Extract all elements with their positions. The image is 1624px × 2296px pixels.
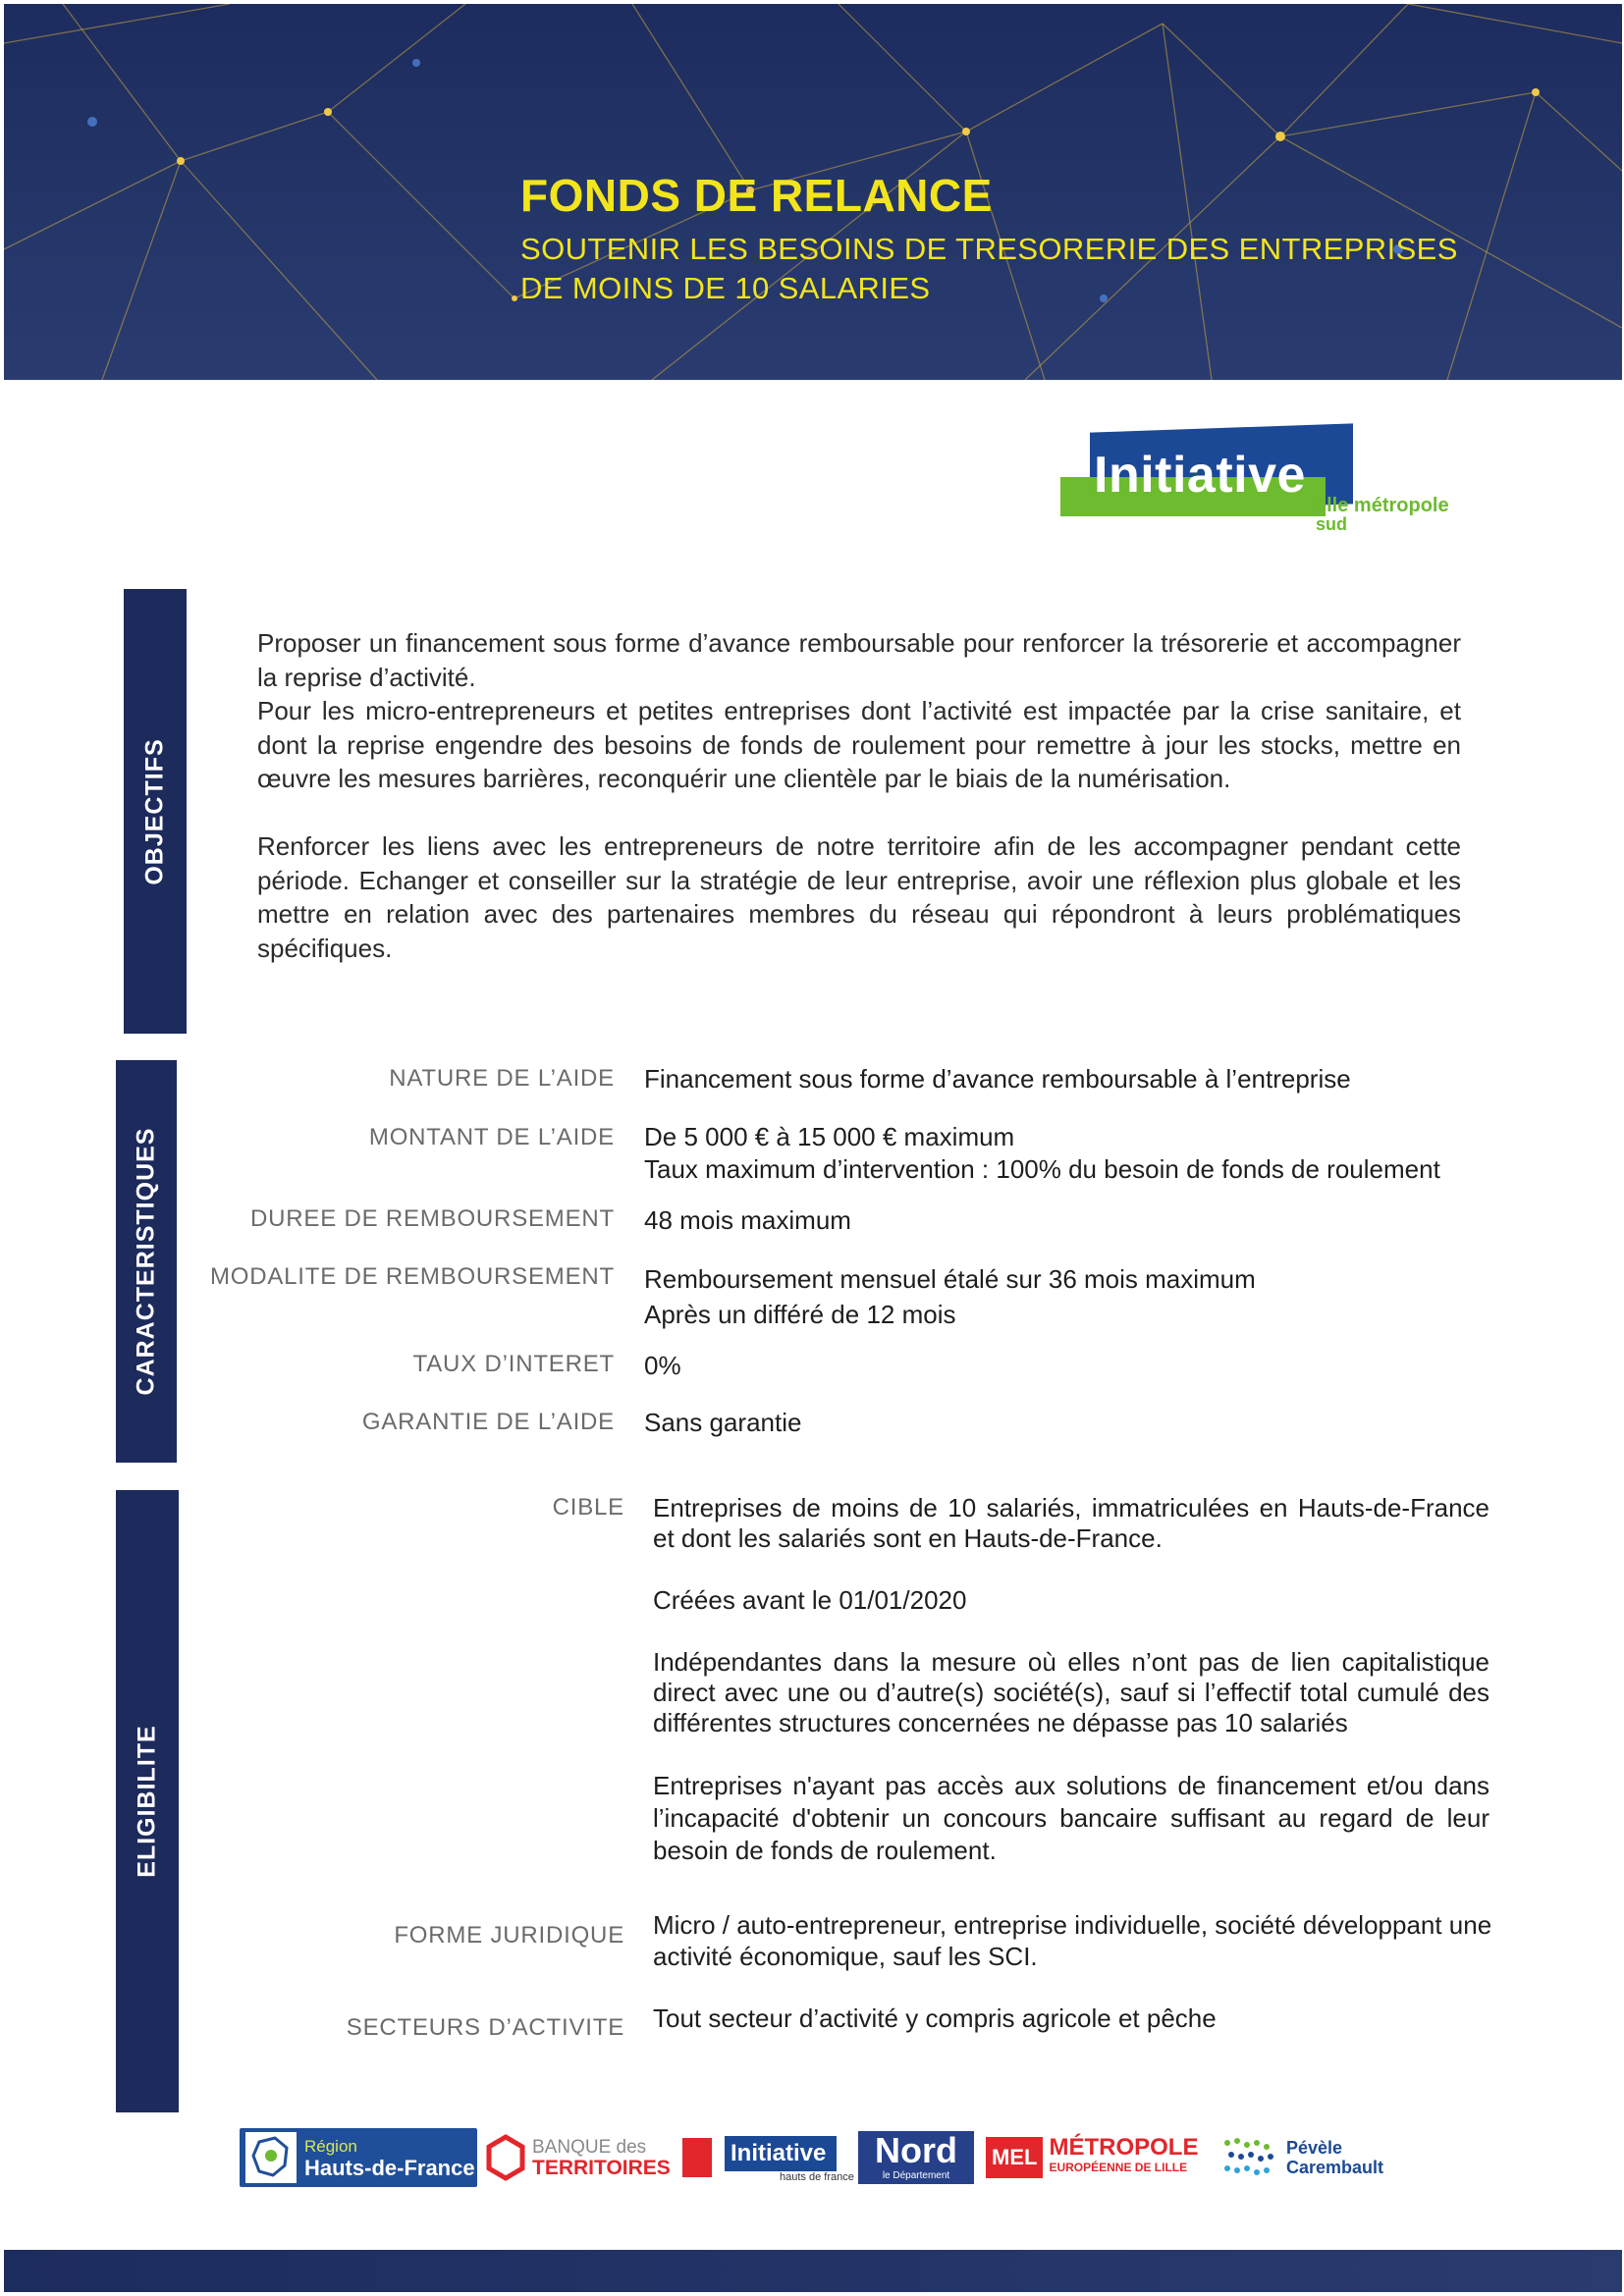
metropole-europeenne-de-lille-logo [986,2128,1202,2187]
objectifs-paragraph-2: Pour les micro-entrepreneurs et petites entreprises dont l’activité est impactée par la crise sanitaire, et dont la reprise engendre des besoins de fonds de roulement pour remettre à jour les stocks, mettre en œuvre les mesures barrières, reconquérir une clientèle par le biais de la numérisation. [257,696,1461,794]
nature-value: Financement sous forme d’avance remboursable à l’entreprise [644,1064,1351,1094]
logo-subtitle-1: lille métropole [1316,495,1449,516]
duree-value: 48 mois maximum [644,1205,851,1235]
montant-value-line-2: Taux maximum d’intervention : 100% du besoin de fonds de roulement [644,1154,1440,1184]
eligibilite-sidebar [116,1490,179,2112]
pevele-line-2: Carembault [1286,2158,1384,2177]
logo-word: Initiative [1094,447,1306,504]
secteurs-value: Tout secteur d’activité y compris agricole et pêche [653,2003,1217,2033]
eligibilite-heading: ELIGIBILITE [133,1725,161,1878]
metropole-sub: EUROPÉENNE DE LILLE [1049,2161,1188,2174]
montant-label: MONTANT DE L’AIDE [368,1124,615,1150]
forme-juridique-label: FORME JURIDIQUE [394,1922,624,1949]
duree-label: DUREE DE REMBOURSEMENT [250,1205,615,1232]
initiative-hauts-de-france-logo [721,2128,854,2187]
nord-word: Nord [875,2130,957,2170]
metropole-word: MÉTROPOLE [1049,2134,1199,2161]
forme-juridique-value: Micro / auto-entrepreneur, entreprise individuelle, société développant une activité économique, sauf les SCI. [653,1910,1492,1971]
modalite-value-line-2: Après un différé de 12 mois [644,1300,956,1329]
subtitle-line-2: DE MOINS DE 10 SALARIES [520,271,931,305]
nord-departement-logo [858,2128,976,2187]
garantie-value: Sans garantie [644,1408,802,1437]
logo-subtitle-2: sud [1316,514,1348,534]
modalite-value [644,1261,1587,1332]
pevele-dots-icon [1221,2133,1280,2182]
footer-band [4,2250,1622,2292]
objectifs-text [257,626,1461,965]
subtitle-line-1: SOUTENIR LES BESOINS DE TRESORERIE DES ENTREPRISES [520,232,1458,266]
region-hauts-de-france-logo [240,2128,477,2187]
pevele-carembault-logo [1221,2128,1398,2187]
taux-label: TAUX D’INTERET [412,1351,615,1377]
cible-label: CIBLE [552,1494,624,1521]
mel-badge: MEL [986,2137,1043,2178]
header-banner [4,4,1622,380]
objectifs-paragraph-1: Proposer un financement sous forme d’avance remboursable pour renforcer la trésorerie et accompagner la reprise d’activité. [257,628,1461,692]
cible-paragraph-2: Créées avant le 01/01/2020 [653,1585,967,1615]
nord-sub: le Département [882,2170,950,2181]
cible-value [653,1493,1489,1867]
cible-paragraph-3: Indépendantes dans la mesure où elles n’ont pas de lien capitalistique direct avec une ou d’autre(s) société(s), sauf si l’effectif total cumulé des différentes structures concernées ne dépasse pas 10 salariés [653,1647,1489,1737]
nature-label: NATURE DE L’AIDE [389,1065,615,1092]
page-subtitle [520,230,1458,308]
region-map-icon [245,2132,297,2183]
banque-des-territoires-logo [485,2128,721,2187]
banque-line-2: TERRITOIRES [532,2157,671,2179]
region-big-label: Hauts-de-France [304,2156,475,2180]
region-small-label: Région [304,2137,357,2156]
objectifs-sidebar [124,589,187,1034]
garantie-label: GARANTIE DE L’AIDE [361,1409,615,1435]
initiative-word: Initiative [731,2140,827,2166]
cible-paragraph-4: Entreprises n'ayant pas accès aux solutions de financement et/ou dans l’incapacité d'obtenir un concours bancaire suffisant au regard de leur besoin de fonds de roulement. [653,1771,1489,1865]
taux-value: 0% [644,1351,681,1380]
caisse-des-depots-mark [682,2138,712,2177]
banque-line-1: BANQUE des [532,2137,647,2158]
montant-value-line-1: De 5 000 € à 15 000 € maximum [644,1122,1015,1151]
caracteristiques-sidebar [116,1060,177,1463]
caracteristiques-heading: CARACTERISTIQUES [132,1127,160,1396]
pevele-line-1: Pévèle [1286,2138,1343,2158]
page-title: FONDS DE RELANCE [520,170,993,221]
modalite-value-line-1: Remboursement mensuel étalé sur 36 mois maximum [644,1264,1256,1294]
secteurs-label: SECTEURS D’ACTIVITE [346,2014,624,2041]
initiative-lille-metropole-sud-logo [1060,422,1453,534]
cible-paragraph-1: Entreprises de moins de 10 salariés, immatriculées en Hauts-de-France et dont les salariés sont en Hauts-de-France. [653,1493,1489,1553]
modalite-label: MODALITE DE REMBOURSEMENT [209,1263,615,1290]
objectifs-heading: OBJECTIFS [140,737,169,885]
initiative-sub: hauts de france [780,2171,854,2183]
objectifs-paragraph-3: Renforcer les liens avec les entrepreneurs de notre territoire afin de les accompagner pendant cette période. Echanger et conseiller sur la stratégie de leur entreprise, avoir une réflexion plus globale et les mettre en relation avec des partenaires membres du réseau qui répondront à leurs problématiques spécifiques. [257,830,1461,963]
partner-logos [240,2128,1428,2191]
montant-value [644,1121,1587,1186]
banque-hexagon-icon [485,2134,526,2181]
